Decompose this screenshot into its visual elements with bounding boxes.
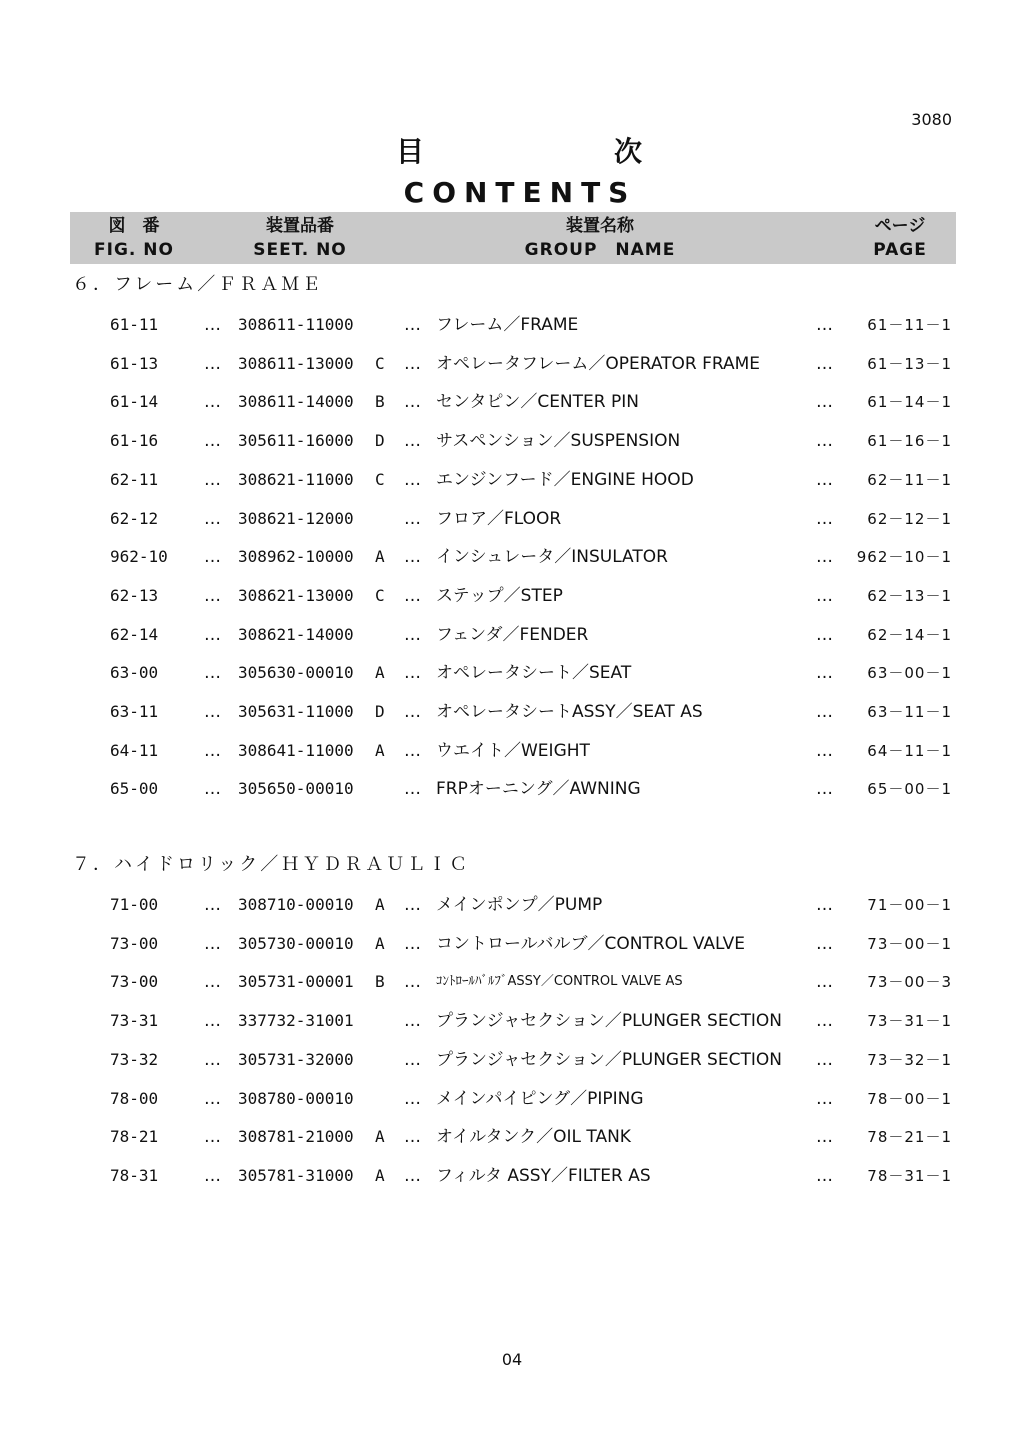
- fig-number: 61-11: [110, 315, 159, 334]
- table-row: [0, 583, 1024, 609]
- group-name: オペレータフレーム／OPERATOR FRAME: [436, 353, 761, 374]
- leader-dots: …: [816, 702, 833, 722]
- fig-number: 61-16: [110, 431, 159, 451]
- seet-number: 308621-13000: [238, 585, 354, 605]
- leader-dots: …: [204, 392, 221, 413]
- footer-page-number: 04: [501, 1350, 523, 1369]
- page-reference: 63－11－1: [867, 703, 952, 721]
- leader-dots: …: [816, 895, 833, 915]
- group-name: ｺﾝﾄﾛｰﾙﾊﾞﾙﾌﾞASSY／CONTROL VALVE AS: [436, 974, 683, 990]
- revision-code: A: [375, 1127, 385, 1147]
- page-reference: 73－00－3: [867, 973, 952, 992]
- group-name: コントロールバルブ／CONTROL VALVE: [436, 933, 746, 954]
- table-row: [0, 931, 1024, 957]
- page-reference: 65－00－1: [867, 780, 952, 799]
- table-row: [0, 699, 1024, 725]
- page-reference: 61－13－1: [867, 354, 952, 373]
- leader-dots: …: [404, 1165, 421, 1186]
- leader-dots: …: [204, 624, 221, 645]
- leader-dots: …: [404, 702, 421, 722]
- fig-number: 62-12: [110, 508, 159, 528]
- header-page-en: PAGE: [873, 240, 927, 260]
- leader-dots: …: [204, 663, 221, 684]
- table-row: [0, 738, 1024, 764]
- header-page-jp: ページ: [874, 216, 926, 236]
- seet-number: 305731-00001: [238, 972, 354, 992]
- table-row: [0, 428, 1024, 454]
- leader-dots: …: [404, 933, 421, 954]
- seet-number: 308781-21000: [238, 1127, 354, 1147]
- page-reference: 63－00－1: [867, 664, 952, 683]
- group-name: ステップ／STEP: [436, 585, 563, 606]
- revision-code: A: [375, 933, 385, 953]
- table-row: [0, 506, 1024, 532]
- table-row: [0, 622, 1024, 648]
- page-reference: 962－10－1: [856, 548, 952, 567]
- header-fig-en: FIG. NO: [94, 240, 174, 260]
- leader-dots: …: [404, 779, 421, 800]
- page-reference: 62－14－1: [867, 625, 952, 644]
- page-reference: 73－32－1: [867, 1050, 952, 1069]
- leader-dots: …: [204, 1011, 221, 1032]
- page-reference: 62－11－1: [867, 470, 952, 489]
- leader-dots: …: [816, 740, 833, 761]
- group-name: フィルタ ASSY／FILTER AS: [436, 1165, 651, 1186]
- leader-dots: …: [204, 779, 221, 800]
- seet-number: 305731-32000: [238, 1049, 354, 1069]
- group-name: インシュレータ／INSULATOR: [436, 547, 668, 568]
- leader-dots: …: [404, 585, 421, 606]
- leader-dots: …: [816, 779, 833, 800]
- group-name: ウエイト／WEIGHT: [436, 740, 590, 761]
- seet-number: 305781-31000: [238, 1165, 354, 1185]
- group-name: エンジンフード／ENGINE HOOD: [436, 469, 694, 490]
- seet-number: 308621-12000: [238, 508, 354, 528]
- fig-number: 962-10: [110, 547, 168, 567]
- leader-dots: …: [204, 1165, 221, 1186]
- table-row: [0, 1163, 1024, 1189]
- leader-dots: …: [404, 431, 421, 452]
- revision-code: D: [375, 431, 385, 451]
- table-row: [0, 1086, 1024, 1112]
- leader-dots: …: [404, 392, 421, 413]
- leader-dots: …: [204, 895, 221, 915]
- fig-number: 73-00: [110, 933, 159, 953]
- table-row: [0, 389, 1024, 415]
- leader-dots: …: [204, 740, 221, 761]
- table-row: [0, 660, 1024, 686]
- leader-dots: …: [816, 1088, 833, 1109]
- fig-number: 64-11: [110, 740, 159, 760]
- leader-dots: …: [204, 1049, 221, 1070]
- table-row: [0, 1008, 1024, 1034]
- leader-dots: …: [404, 1011, 421, 1032]
- leader-dots: …: [816, 1127, 833, 1148]
- leader-dots: …: [404, 1049, 421, 1070]
- section-title: ７．ハイドロリック／ＨＹＤＲＡＵＬＩＣ: [72, 854, 471, 875]
- fig-number: 61-14: [110, 392, 159, 412]
- leader-dots: …: [816, 972, 833, 993]
- page-reference: 61－14－1: [867, 393, 952, 412]
- fig-number: 62-14: [110, 624, 159, 644]
- seet-number: 308611-14000: [238, 392, 354, 412]
- page-title-japanese: [396, 136, 642, 168]
- seet-number: 308611-11000: [238, 315, 354, 334]
- table-row: [0, 892, 1024, 918]
- fig-number: 73-31: [110, 1011, 159, 1031]
- leader-dots: …: [404, 315, 421, 335]
- revision-code: A: [375, 663, 385, 683]
- fig-number: 78-31: [110, 1165, 159, 1185]
- seet-number: 308621-14000: [238, 624, 354, 644]
- page-reference: 78－21－1: [867, 1128, 952, 1147]
- group-name: メインポンプ／PUMP: [436, 895, 603, 915]
- revision-code: A: [375, 1165, 385, 1185]
- leader-dots: …: [204, 585, 221, 606]
- page-reference: 62－12－1: [867, 509, 952, 528]
- group-name: フェンダ／FENDER: [436, 624, 589, 645]
- seet-number: 308710-00010: [238, 895, 354, 914]
- header-group-en: GROUP NAME: [524, 240, 676, 260]
- header-page: [840, 214, 960, 262]
- seet-number: 308780-00010: [238, 1088, 354, 1108]
- table-row: [0, 312, 1024, 338]
- leader-dots: …: [204, 1127, 221, 1148]
- leader-dots: …: [204, 431, 221, 452]
- page-reference: 73－00－1: [867, 934, 952, 953]
- page-reference: 78－00－1: [867, 1089, 952, 1108]
- table-row: [0, 1124, 1024, 1150]
- leader-dots: …: [816, 353, 833, 374]
- leader-dots: …: [816, 663, 833, 684]
- table-row: [0, 776, 1024, 802]
- leader-dots: …: [204, 972, 221, 993]
- title-jp-right: 次: [613, 135, 642, 168]
- seet-number: 308621-11000: [238, 469, 354, 489]
- revision-code: C: [375, 469, 385, 489]
- seet-number: 308641-11000: [238, 740, 354, 760]
- leader-dots: …: [404, 469, 421, 490]
- revision-code: A: [375, 740, 385, 760]
- page-reference: 64－11－1: [867, 741, 952, 760]
- group-name: プランジャセクション／PLUNGER SECTION: [436, 1011, 782, 1032]
- fig-number: 71-00: [110, 895, 159, 914]
- header-seet-no: [225, 214, 375, 262]
- leader-dots: …: [404, 972, 421, 993]
- leader-dots: …: [204, 508, 221, 529]
- table-row: [0, 467, 1024, 493]
- table-row: [0, 969, 1024, 995]
- seet-number: 305631-11000: [238, 702, 354, 721]
- table-row: [0, 1047, 1024, 1073]
- fig-number: 78-21: [110, 1127, 159, 1147]
- leader-dots: …: [204, 353, 221, 374]
- revision-code: B: [375, 972, 385, 992]
- fig-number: 73-32: [110, 1049, 159, 1069]
- header-seet-jp: 装置品番: [266, 216, 334, 236]
- group-name: オペレータシートASSY／SEAT AS: [436, 702, 703, 722]
- leader-dots: …: [204, 547, 221, 568]
- page-reference: 61－16－1: [867, 432, 952, 451]
- page-title-english: CONTENTS: [403, 176, 637, 209]
- table-header: [70, 212, 956, 264]
- revision-code: B: [375, 392, 385, 412]
- group-name: センタピン／CENTER PIN: [436, 392, 639, 413]
- header-fig-jp: 図 番: [108, 216, 160, 236]
- revision-code: C: [375, 585, 385, 605]
- leader-dots: …: [816, 1165, 833, 1186]
- leader-dots: …: [816, 469, 833, 490]
- fig-number: 62-13: [110, 585, 159, 605]
- header-group-name: [470, 214, 730, 262]
- leader-dots: …: [404, 508, 421, 529]
- seet-number: 305630-00010: [238, 663, 354, 683]
- seet-number: 305650-00010: [238, 779, 354, 799]
- leader-dots: …: [816, 392, 833, 413]
- seet-number: 337732-31001: [238, 1011, 354, 1031]
- leader-dots: …: [404, 353, 421, 374]
- seet-number: 308611-13000: [238, 353, 354, 373]
- seet-number: 308962-10000: [238, 547, 354, 567]
- page-reference: 61－11－1: [867, 316, 952, 334]
- leader-dots: …: [816, 1049, 833, 1070]
- title-jp-left: 目: [396, 135, 425, 168]
- revision-code: A: [375, 547, 385, 567]
- leader-dots: …: [204, 469, 221, 490]
- leader-dots: …: [816, 508, 833, 529]
- header-group-jp: 装置名称: [566, 216, 634, 236]
- fig-number: 78-00: [110, 1088, 159, 1108]
- fig-number: 63-00: [110, 663, 159, 683]
- leader-dots: …: [204, 315, 221, 335]
- leader-dots: …: [816, 585, 833, 606]
- leader-dots: …: [816, 624, 833, 645]
- header-fig-no: [70, 214, 198, 262]
- header-seet-en: SEET. NO: [253, 240, 347, 260]
- seet-number: 305611-16000: [238, 431, 354, 451]
- group-name: プランジャセクション／PLUNGER SECTION: [436, 1049, 782, 1070]
- page-reference: 71－00－1: [867, 896, 952, 914]
- fig-number: 63-11: [110, 702, 159, 721]
- section-title: ６．フレーム／ＦＲＡＭＥ: [72, 274, 324, 295]
- leader-dots: …: [204, 702, 221, 722]
- group-name: フレーム／FRAME: [436, 315, 579, 335]
- group-name: オペレータシート／SEAT: [436, 663, 632, 684]
- leader-dots: …: [816, 933, 833, 954]
- group-name: フロア／FLOOR: [436, 508, 562, 529]
- fig-number: 73-00: [110, 972, 159, 992]
- leader-dots: …: [404, 895, 421, 915]
- document-number: 3080: [911, 110, 952, 129]
- leader-dots: …: [816, 547, 833, 568]
- leader-dots: …: [404, 1127, 421, 1148]
- page-reference: 78－31－1: [867, 1166, 952, 1185]
- leader-dots: …: [404, 740, 421, 761]
- leader-dots: …: [204, 933, 221, 954]
- leader-dots: …: [404, 624, 421, 645]
- leader-dots: …: [816, 315, 833, 335]
- leader-dots: …: [816, 431, 833, 452]
- fig-number: 65-00: [110, 779, 159, 799]
- revision-code: D: [375, 702, 385, 721]
- group-name: オイルタンク／OIL TANK: [436, 1127, 631, 1148]
- group-name: FRPオーニング／AWNING: [436, 779, 641, 800]
- leader-dots: …: [404, 1088, 421, 1109]
- group-name: メインパイピング／PIPING: [436, 1088, 644, 1109]
- table-row: [0, 544, 1024, 570]
- page-reference: 62－13－1: [867, 586, 952, 605]
- leader-dots: …: [404, 663, 421, 684]
- group-name: サスペンション／SUSPENSION: [436, 431, 681, 452]
- leader-dots: …: [816, 1011, 833, 1032]
- fig-number: 61-13: [110, 353, 159, 373]
- leader-dots: …: [204, 1088, 221, 1109]
- leader-dots: …: [404, 547, 421, 568]
- table-row: [0, 351, 1024, 377]
- page-reference: 73－31－1: [867, 1012, 952, 1031]
- revision-code: C: [375, 353, 385, 373]
- fig-number: 62-11: [110, 469, 159, 489]
- seet-number: 305730-00010: [238, 933, 354, 953]
- revision-code: A: [375, 895, 385, 914]
